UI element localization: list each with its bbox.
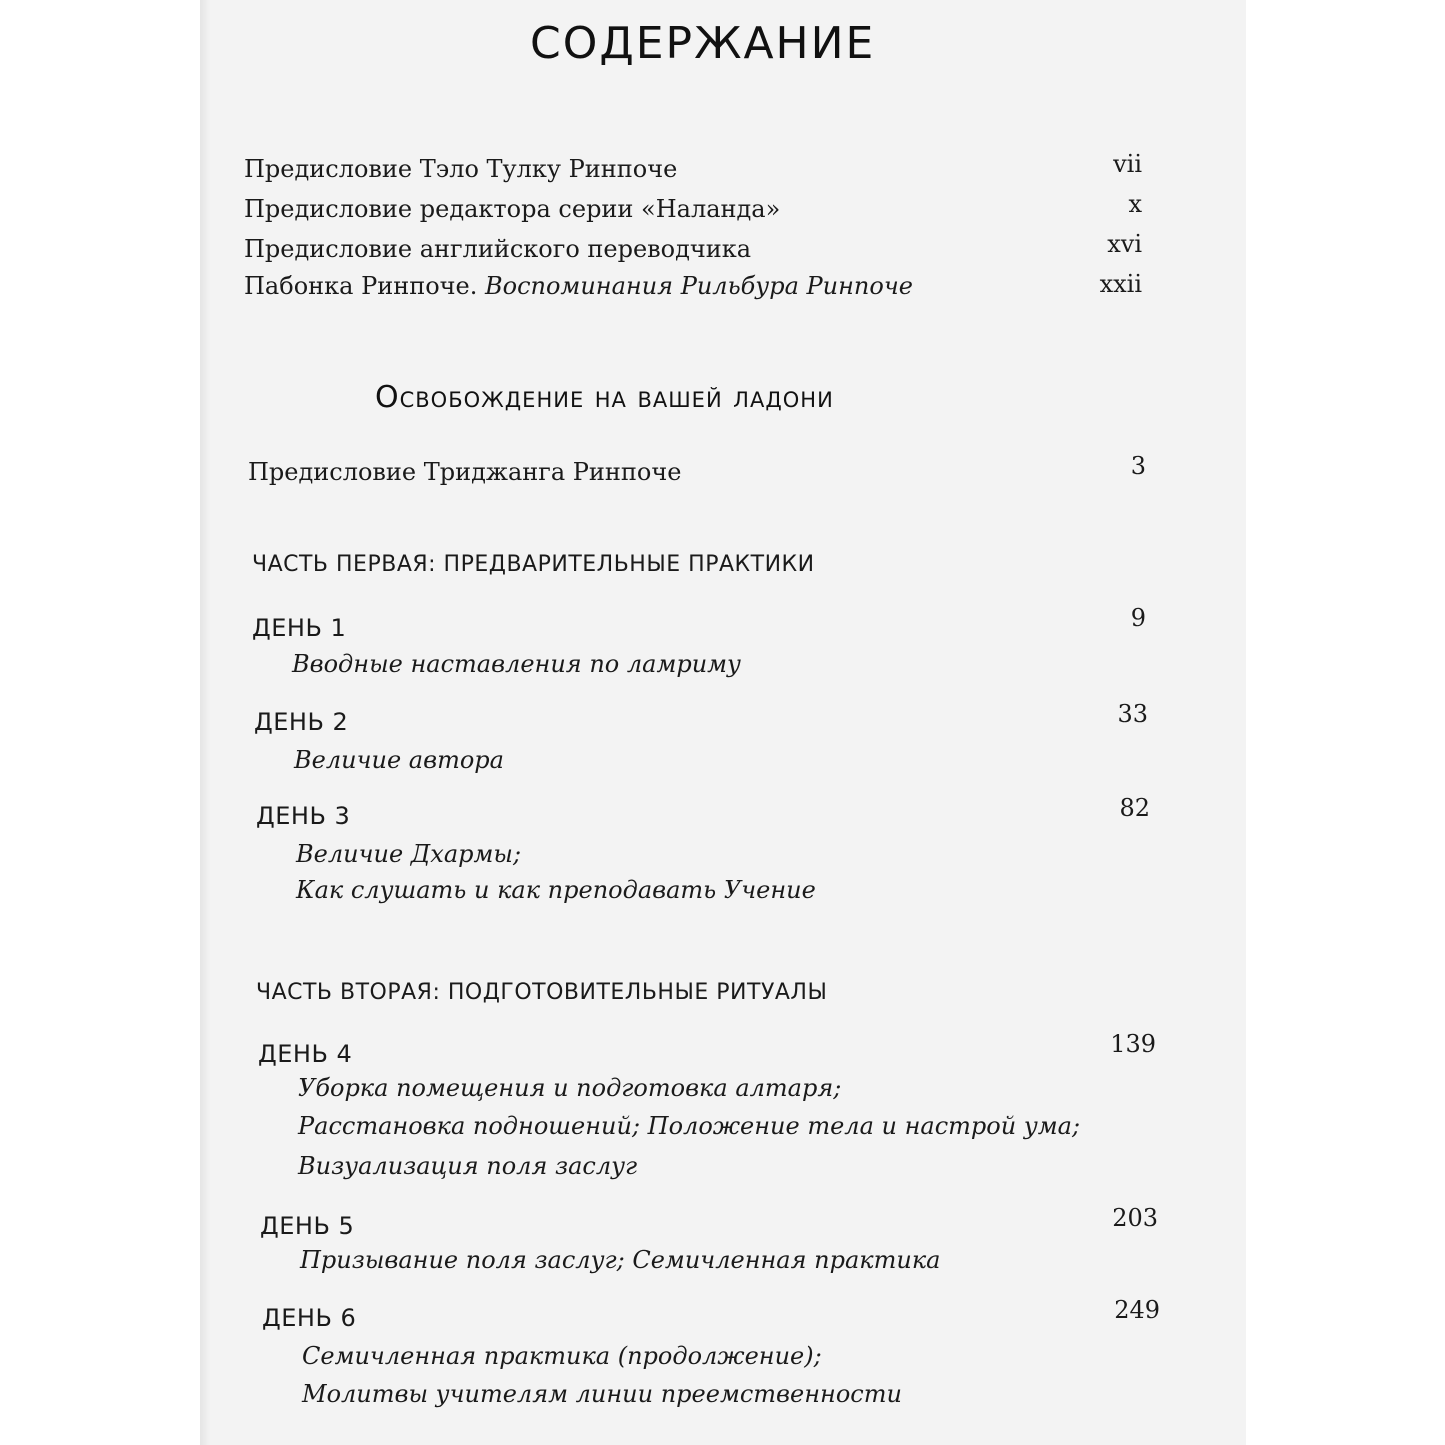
day-topic: Призывание поля заслуг; Семичленная практика xyxy=(300,1246,941,1274)
day-label: ДЕНЬ 2 xyxy=(254,708,349,736)
toc-entry-page: xvi xyxy=(1107,230,1142,258)
toc-entry-page: 3 xyxy=(1130,452,1146,480)
toc-entry-page: 139 xyxy=(1110,1030,1156,1058)
toc-entry-page: 9 xyxy=(1130,604,1146,632)
day-label: ДЕНЬ 6 xyxy=(262,1304,357,1332)
day-topic: Величие Дхармы; xyxy=(296,840,522,868)
toc-entry-page: 82 xyxy=(1119,794,1150,822)
day-label: ДЕНЬ 3 xyxy=(256,802,351,830)
day-label: ДЕНЬ 1 xyxy=(252,614,347,642)
day-topic: Молитвы учителям линии преемственности xyxy=(302,1380,902,1408)
toc-entry-label: Предисловие редактора серии «Наланда» xyxy=(244,195,781,223)
toc-entry-label: Предисловие Триджанга Ринпоче xyxy=(248,458,682,486)
day-topic: Визуализация поля заслуг xyxy=(298,1152,638,1180)
toc-entry-label: Предисловие Тэло Тулку Ринпоче xyxy=(244,155,678,183)
day-label: ДЕНЬ 4 xyxy=(258,1040,353,1068)
toc-entry-label xyxy=(244,272,913,300)
toc-entry-page: 33 xyxy=(1117,700,1148,728)
day-topic: Вводные наставления по ламриму xyxy=(292,650,741,678)
toc-entry-page: 249 xyxy=(1114,1296,1160,1324)
part-heading: ЧАСТЬ ВТОРАЯ: ПОДГОТОВИТЕЛЬНЫЕ РИТУАЛЫ xyxy=(256,980,828,1005)
toc-entry-page: xxii xyxy=(1099,270,1142,298)
day-topic: Уборка помещения и подготовка алтаря; xyxy=(298,1074,842,1102)
toc-entry-label-plain: Пабонка Ринпоче. xyxy=(244,272,478,300)
part-heading: ЧАСТЬ ПЕРВАЯ: ПРЕДВАРИТЕЛЬНЫЕ ПРАКТИКИ xyxy=(252,552,815,577)
toc-entry-label: Предисловие английского переводчика xyxy=(244,235,752,263)
book-page xyxy=(200,0,1246,1445)
toc-entry-label-italic: Воспоминания Рильбура Ринпоче xyxy=(485,272,913,300)
day-topic: Как слушать и как преподавать Учение xyxy=(296,876,816,904)
day-topic: Величие автора xyxy=(294,746,504,774)
toc-entry-page: 203 xyxy=(1112,1204,1158,1232)
day-topic: Расстановка подношений; Положение тела и настрой ума; xyxy=(298,1112,1081,1140)
day-topic: Семичленная практика (продолжение); xyxy=(302,1342,822,1370)
book-title: Освобождение на вашей ладони xyxy=(375,380,834,415)
page-title: СОДЕРЖАНИЕ xyxy=(530,18,876,69)
day-label: ДЕНЬ 5 xyxy=(260,1212,355,1240)
toc-entry-page: x xyxy=(1128,190,1142,218)
toc-entry-page: vii xyxy=(1113,150,1142,178)
